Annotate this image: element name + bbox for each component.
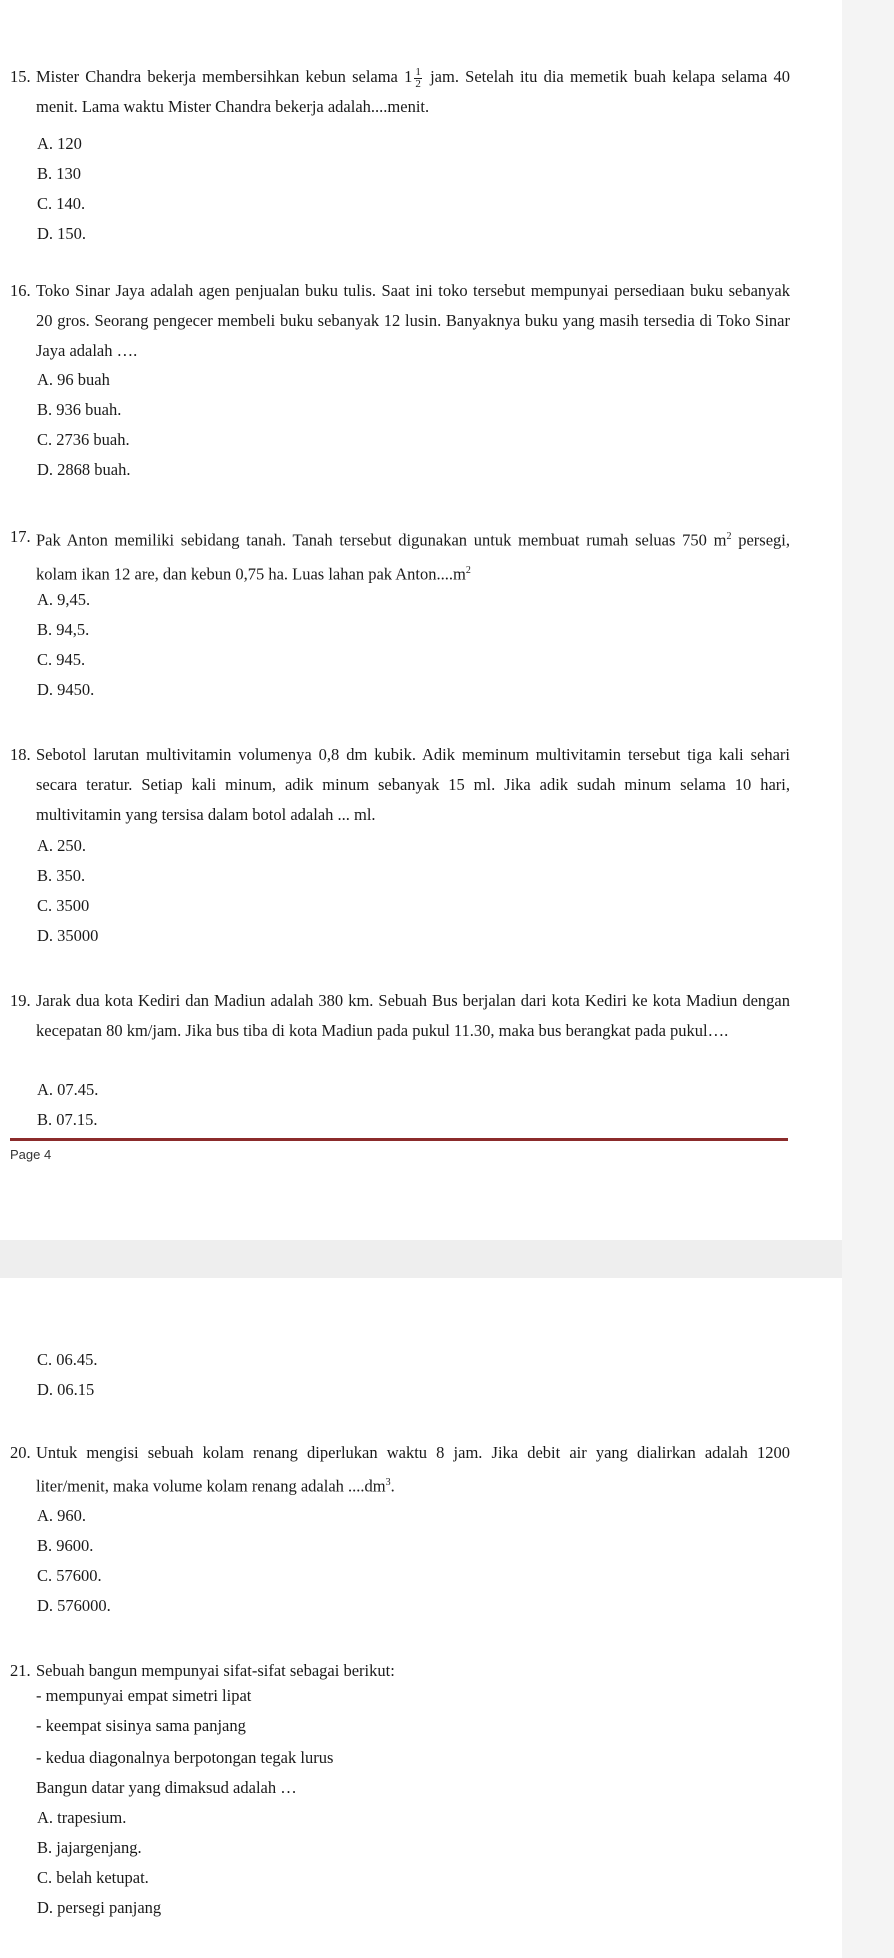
page-number: Page 4 bbox=[10, 1147, 52, 1162]
page-footer-rule bbox=[10, 1138, 788, 1141]
question-number: 18. bbox=[10, 745, 31, 764]
question-number: 19. bbox=[10, 991, 31, 1010]
option-c[interactable]: C. 2736 buah. bbox=[37, 430, 130, 449]
property-item: - kedua diagonalnya berpotongan tegak lurus bbox=[36, 1748, 334, 1767]
option-a[interactable]: A. 960. bbox=[37, 1506, 87, 1525]
question-18 bbox=[10, 740, 790, 830]
option-a[interactable]: A. trapesium. bbox=[37, 1808, 127, 1827]
option-a[interactable]: A. 96 buah bbox=[37, 370, 110, 389]
option-b[interactable]: B. 9600. bbox=[37, 1536, 94, 1555]
document-page-5 bbox=[0, 1278, 842, 1958]
option-c[interactable]: C. 3500 bbox=[37, 896, 90, 915]
option-b[interactable]: B. 130 bbox=[37, 164, 82, 183]
question-21 bbox=[10, 1656, 790, 1686]
question-stem: Pak Anton memiliki sebidang tanah. Tanah tersebut digunakan untuk membuat rumah seluas 750 $m^2$ persegi, kolam ikan 12 are, dan kebun 0,75 ha. Luas lahan pak $Anton....m^2$ bbox=[36, 530, 790, 583]
option-d[interactable]: D. 06.15 bbox=[37, 1380, 95, 1399]
option-b[interactable]: B. 350. bbox=[37, 866, 86, 885]
right-margin-strip bbox=[842, 0, 894, 1958]
question-19 bbox=[10, 986, 790, 1046]
option-d[interactable]: D. 576000. bbox=[37, 1596, 111, 1615]
question-16 bbox=[10, 276, 790, 366]
property-item: - mempunyai empat simetri lipat bbox=[36, 1686, 252, 1705]
question-stem: Sebuah bangun mempunyai sifat-sifat sebagai berikut: bbox=[36, 1661, 395, 1680]
question-prompt: Bangun datar yang dimaksud adalah … bbox=[36, 1778, 297, 1797]
option-c[interactable]: C. 945. bbox=[37, 650, 86, 669]
option-b[interactable]: B. 936 buah. bbox=[37, 400, 122, 419]
option-d[interactable]: D. 35000 bbox=[37, 926, 99, 945]
option-a[interactable]: A. 120 bbox=[37, 134, 82, 153]
question-number: 16. bbox=[10, 281, 31, 300]
option-c[interactable]: C. 140. bbox=[37, 194, 86, 213]
fraction: $\frac{1}{2}$ bbox=[415, 65, 421, 90]
option-a[interactable]: A. 9,45. bbox=[37, 590, 91, 609]
option-d[interactable]: D. 2868 buah. bbox=[37, 460, 131, 479]
question-stem: Toko Sinar Jaya adalah agen penjualan buku tulis. Saat ini toko tersebut mempunyai persediaan buku sebanyak 20 gros. Seorang pengecer membeli buku sebanyak 12 lusin. Banyaknya buku yang masih tersedia di Toko Sinar Jaya adalah …. bbox=[36, 281, 790, 360]
question-number: 17. bbox=[10, 527, 31, 546]
option-b[interactable]: B. jajargenjang. bbox=[37, 1838, 142, 1857]
option-c[interactable]: C. 06.45. bbox=[37, 1350, 98, 1369]
question-stem: Untuk mengisi sebuah kolam renang diperlukan waktu 8 jam. Jika debit air yang dialirkan adalah 1200 liter/menit, maka volume kolam renang adalah $....dm^3$. bbox=[36, 1443, 790, 1496]
option-c[interactable]: C. 57600. bbox=[37, 1566, 102, 1585]
option-d[interactable]: D. persegi panjang bbox=[37, 1898, 162, 1917]
question-stem: Sebotol larutan multivitamin volumenya 0,8 dm kubik. Adik meminum multivitamin tersebut tiga kali sehari secara teratur. Setiap kali minum, adik minum sebanyak 15 ml. Jika adik sudah minum selama 10 hari, multivitamin yang tersisa dalam botol adalah ... ml. bbox=[36, 745, 790, 824]
question-15 bbox=[10, 62, 790, 122]
question-number: 20. bbox=[10, 1443, 31, 1462]
option-c[interactable]: C. belah ketupat. bbox=[37, 1868, 149, 1887]
option-b[interactable]: B. 94,5. bbox=[37, 620, 90, 639]
option-a[interactable]: A. 250. bbox=[37, 836, 87, 855]
option-a[interactable]: A. 07.45. bbox=[37, 1080, 99, 1099]
option-d[interactable]: D. 150. bbox=[37, 224, 87, 243]
question-stem: Mister Chandra bekerja membersihkan kebun selama 1 $\frac{1}{2}$ jam. Setelah itu dia memetik buah kelapa selama 40 menit. Lama waktu Mister Chandra bekerja adalah....menit. bbox=[36, 65, 790, 116]
property-item: - keempat sisinya sama panjang bbox=[36, 1716, 246, 1735]
option-b[interactable]: B. 07.15. bbox=[37, 1110, 98, 1129]
question-number: 21. bbox=[10, 1661, 31, 1680]
question-number: 15. bbox=[10, 67, 31, 86]
option-d[interactable]: D. 9450. bbox=[37, 680, 95, 699]
question-17 bbox=[10, 522, 790, 589]
question-stem: Jarak dua kota Kediri dan Madiun adalah 380 km. Sebuah Bus berjalan dari kota Kediri ke kota Madiun dengan kecepatan 80 km/jam. Jika bus tiba di kota Madiun pada pukul 11.30, maka bus berangkat pada pukul…. bbox=[36, 991, 790, 1040]
question-20 bbox=[10, 1438, 790, 1502]
